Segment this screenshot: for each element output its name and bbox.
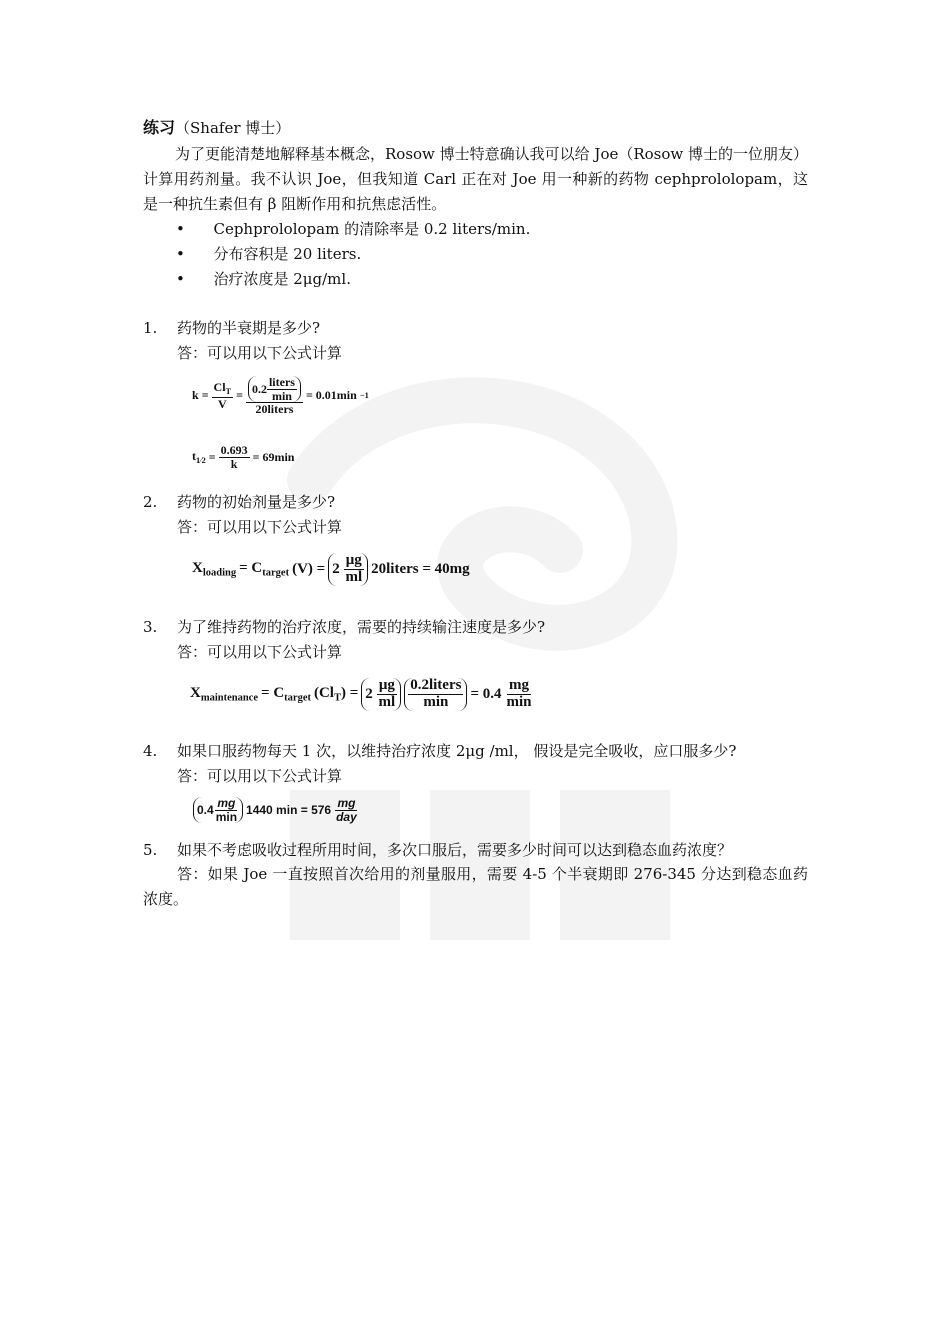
- formula-loading-dose: $X_{loading}$ = $C_{target}$ (V) = 2 $\frac{\mu g}{ml}$ 20liters = 40mg: [192, 552, 470, 585]
- answer-text: 答：如果 Joe 一直按照首次给用的剂量服用，需要 4-5 个半衰期即 276-345 分达到稳态血药浓度。: [143, 865, 808, 908]
- question-number: 4.: [143, 742, 158, 760]
- title-main: 练习: [143, 118, 176, 137]
- question-text: 如果口服药物每天 1 次，以维持治疗浓度 2μg /ml， 假设是完全吸收，应口服多少?: [177, 742, 737, 760]
- intro-paragraph: 为了更能清楚地解释基本概念，Rosow 博士特意确认我可以给 Joe（Rosow 博士的一位朋友）计算用药剂量。我不认识 Joe，但我知道 Carl 正在对 Joe 用一种新的药物 cephprololopam，这是一种抗生素但有 β 阻断作用和抗焦虑活性。: [143, 145, 809, 213]
- page-title: [143, 118, 290, 138]
- bullet-item: • 分布容积是 20 liters.: [176, 245, 362, 263]
- bullet-text: Cephprololopam 的清除率是 0.2 liters/min.: [213, 220, 531, 238]
- answer-text: 答：可以用以下公式计算: [177, 643, 343, 661]
- bullet-item: • Cephprololopam 的清除率是 0.2 liters/min.: [176, 220, 531, 238]
- question-text: 为了维持药物的治疗浓度，需要的持续输注速度是多少?: [177, 618, 546, 636]
- formula-elimination-rate: k = $\frac{Cl_T}{V}$ = 0.2 $\frac{\text{liters}}{\min}$ 20liters = 0.01min −1: [192, 375, 369, 417]
- title-sub: （Shafer 博士）: [175, 119, 291, 137]
- formula-half-life: $t_{1⁄2}$ = $\frac{0.693}{k}$ = 69min: [192, 443, 295, 471]
- formula-oral-dose: 0.4 $\frac{mg}{\min}$ 1440 min = 576 $\frac{mg}{\text{day}}$: [193, 797, 359, 823]
- bullet-item: • 治疗浓度是 2μg/ml.: [176, 270, 351, 288]
- question-text: 药物的初始剂量是多少?: [177, 493, 336, 511]
- question-number: 1.: [143, 319, 158, 337]
- question-text: 药物的半衰期是多少?: [177, 319, 321, 337]
- formula-maintenance-rate: $X_{maintenance}$ = $C_{target}$ $(Cl_T)$ = 2 $\frac{\mu g}{ml}$ $\frac{\text{0.2liters}}{\min}$ = 0.4 $\frac{mg}{\min}$: [190, 677, 532, 710]
- answer-text: 答：可以用以下公式计算: [177, 518, 343, 536]
- answer-text: 答：可以用以下公式计算: [177, 767, 343, 785]
- bullet-text: 分布容积是 20 liters.: [213, 245, 362, 263]
- question-number: 5.: [143, 841, 158, 859]
- question-number: 3.: [143, 618, 158, 636]
- bullet-text: 治疗浓度是 2μg/ml.: [213, 270, 351, 288]
- question-number: 2.: [143, 493, 158, 511]
- question-text: 如果不考虑吸收过程所用时间，多次口服后，需要多少时间可以达到稳态血药浓度？: [177, 841, 733, 859]
- answer-text: 答：可以用以下公式计算: [177, 344, 343, 362]
